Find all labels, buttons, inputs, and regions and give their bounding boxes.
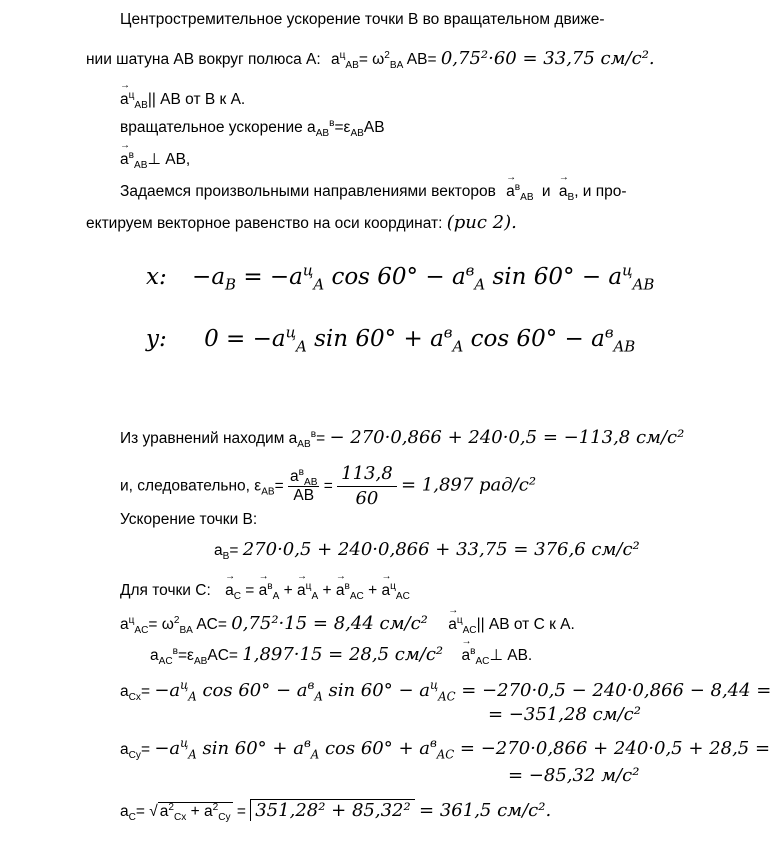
text-line-9 [120, 462, 536, 511]
subscript: AC [349, 591, 364, 603]
handwritten-equation [154, 678, 771, 704]
subscript: A [313, 275, 325, 294]
text: = [274, 477, 284, 495]
vector-symbol: → a [297, 581, 306, 601]
superscript: в [307, 678, 315, 692]
subscript: Cy [218, 812, 231, 824]
numerator [288, 468, 319, 487]
text: = [140, 683, 150, 700]
text: AB= [403, 51, 437, 68]
subscript: AB [632, 275, 655, 294]
text: и, следовательно, ε [120, 477, 262, 495]
text: + [318, 582, 336, 599]
sqrt-radicand [158, 801, 233, 824]
text: вращательное ускорение a [120, 119, 316, 136]
superscript: в [172, 645, 178, 657]
vector-symbol: → a [120, 90, 129, 110]
text-line-15 [120, 678, 771, 705]
denominator: 60 [355, 488, 379, 509]
text: и [541, 183, 551, 200]
subscript: C [128, 812, 136, 824]
subscript: AB [134, 100, 148, 112]
superscript: 2 [168, 801, 175, 813]
superscript: в [298, 466, 304, 478]
superscript: ц [128, 614, 135, 626]
symbol: a [120, 616, 129, 633]
text: sin 60° + a [196, 738, 304, 759]
superscript: ц [305, 580, 312, 592]
handwritten-note: (рис 2). [446, 212, 517, 233]
symbol: a [214, 542, 223, 559]
text-line-3 [120, 90, 245, 110]
symbol: a [290, 468, 299, 485]
text: = [140, 741, 150, 758]
subscript: Cy [128, 750, 141, 762]
text-line-11 [214, 540, 640, 561]
text: −a [192, 264, 226, 290]
subscript: A [311, 591, 319, 603]
text: Для точки С: [120, 582, 211, 599]
handwritten-result: = −85,32 м/с² [508, 765, 640, 786]
subscript: B [225, 275, 237, 294]
subscript: AB [345, 60, 359, 72]
subscript: BA [179, 625, 193, 637]
handwritten-equation-y [146, 322, 635, 356]
text: ⊥ АВ, [147, 151, 191, 168]
subscript: B [222, 551, 230, 563]
equation [204, 323, 636, 356]
superscript: 2 [173, 614, 180, 626]
text: = [316, 430, 326, 447]
subscript: AC [462, 625, 477, 637]
fraction [288, 468, 319, 505]
subscript: AC [438, 689, 456, 704]
superscript: в [310, 428, 317, 440]
subscript: A [188, 689, 197, 704]
subscript: AC [134, 625, 149, 637]
text: =ε [334, 119, 351, 136]
subscript: AB [261, 486, 275, 498]
symbol: a [120, 683, 129, 700]
axis-label: x: [146, 264, 167, 290]
subscript: A [272, 591, 280, 603]
formula [331, 49, 441, 72]
text-line-4 [120, 118, 385, 138]
symbol: a [331, 51, 340, 68]
vector-symbol: → a [559, 182, 568, 202]
text-line-1 [120, 10, 604, 30]
handwritten-equation [154, 736, 771, 762]
text: cos 60° − a [196, 680, 308, 701]
text: нии шатуна АВ вокруг полюса А: [86, 51, 321, 68]
symbol: a [120, 803, 129, 820]
text: = −a [236, 264, 303, 290]
text-line-2 [86, 49, 655, 70]
relation [448, 614, 575, 637]
text: sin 60° + a [306, 326, 444, 352]
subscript: A [296, 337, 307, 356]
relation [461, 645, 533, 668]
handwritten-sqrt [250, 799, 414, 821]
subscript: AB [193, 656, 208, 668]
subscript: C [233, 591, 241, 603]
text: Из уравнений находим a [120, 430, 298, 447]
handwritten-result: 0,75²·15 = 8,44 см/с² [231, 613, 428, 634]
text: || АВ от В к А. [147, 91, 246, 108]
subscript: AB [520, 192, 534, 204]
vector-symbol: → a [506, 182, 515, 202]
superscript: ц [285, 323, 297, 342]
text: = [323, 477, 333, 495]
text: = [241, 582, 259, 599]
subscript: AC [395, 591, 410, 603]
text: , и про- [574, 183, 627, 200]
text: =ε [177, 647, 194, 664]
numerator: 113,8 [337, 462, 397, 487]
subscript: AB [304, 477, 318, 489]
axis-label: y: [146, 326, 167, 352]
text: = −270·0,866 + 240·0,5 + 28,5 = [454, 738, 771, 759]
text-line-16 [120, 736, 770, 763]
superscript: в [443, 323, 453, 342]
vector-symbol: → a [336, 581, 345, 601]
handwritten-result: = −351,28 см/с² [488, 704, 641, 725]
superscript: в [344, 580, 350, 592]
vector-equation [225, 580, 410, 603]
text: = [229, 542, 239, 559]
subscript: Cx [174, 812, 187, 824]
handwritten-equation-x [146, 260, 654, 294]
text: cos 60° + a [319, 738, 430, 759]
text: + [363, 582, 382, 599]
superscript: в [514, 181, 521, 193]
text-line-7 [86, 213, 517, 234]
text: ектируем векторное равенство на оси координат: [86, 215, 443, 232]
text-line-13 [120, 614, 575, 635]
superscript: в [470, 645, 476, 657]
text: + [186, 803, 205, 820]
text: || АВ от С к А. [476, 616, 575, 633]
vector-symbol: → a [448, 615, 457, 635]
subscript: A [310, 747, 320, 762]
text: Центростремительное ускорение точки В во вращательном движе- [120, 11, 605, 28]
text-line-8 [120, 428, 684, 449]
text: = ω [148, 616, 174, 633]
subscript: AB [297, 439, 311, 451]
text: sin 60° − a [322, 680, 430, 701]
vector-symbol: → a [461, 646, 470, 666]
symbol: a [204, 803, 213, 820]
superscript: 2 [212, 801, 219, 813]
sqrt-sign: √ [149, 803, 158, 820]
subscript: AC [436, 747, 455, 762]
subscript: AB [133, 160, 148, 172]
text: −a [154, 738, 181, 759]
text: Ускорение точки В: [120, 511, 258, 528]
text: cos 60° − a [463, 326, 605, 352]
superscript: в [329, 117, 335, 129]
symbol: a [159, 803, 169, 820]
subscript: A [314, 689, 323, 704]
text: + [279, 582, 298, 599]
symbol: a [150, 647, 159, 664]
text-line-12 [120, 581, 410, 601]
superscript: ц [180, 678, 189, 692]
text: ⊥ АВ. [489, 647, 533, 664]
text-line-14 [150, 645, 532, 666]
text: AC= [207, 647, 238, 664]
vector-symbol: → a [259, 581, 268, 601]
text: = [232, 803, 246, 820]
handwritten-continuation-1 [488, 705, 641, 725]
superscript: в [604, 323, 614, 342]
text: = ω [358, 51, 385, 68]
superscript: в [429, 736, 437, 750]
symbol: a [120, 741, 129, 758]
sqrt-radicand: 351,28² + 85,32² [250, 799, 414, 821]
text: Задаемся произвольными направлениями векторов [120, 183, 496, 200]
superscript: ц [390, 580, 396, 592]
denominator: AB [293, 487, 315, 504]
text: AB [363, 119, 385, 136]
subscript: BA [389, 60, 404, 72]
superscript: 2 [384, 49, 390, 61]
subscript: AB [350, 128, 364, 140]
text-line-17 [120, 796, 551, 827]
superscript: в [303, 736, 311, 750]
text-line-10 [120, 510, 257, 530]
text: = −270·0,5 − 240·0,866 − 8,44 = [455, 680, 771, 701]
subscript: B [567, 192, 575, 204]
superscript: ц [622, 261, 633, 280]
text: −a [154, 680, 181, 701]
subscript: A [474, 275, 486, 294]
subscript: AB [613, 337, 636, 356]
text: 0 = −a [204, 326, 286, 352]
subscript: Cx [128, 692, 141, 704]
superscript: ц [128, 89, 135, 101]
handwritten-fraction [337, 462, 397, 511]
handwritten-result: = 1,897 рад/с² [400, 474, 537, 496]
superscript: ц [429, 678, 439, 692]
text: = [135, 803, 145, 820]
handwritten-result: 1,897·15 = 28,5 см/с² [242, 644, 444, 665]
vector-symbol: → a [381, 581, 390, 601]
superscript: в [128, 149, 134, 161]
superscript: ц [180, 736, 189, 750]
text-line-6 [120, 182, 627, 202]
handwritten-result: 270·0,5 + 240·0,866 + 33,75 = 376,6 см/с² [242, 539, 640, 560]
text: cos 60° − a [324, 264, 466, 290]
text: sin 60° − a [485, 264, 623, 290]
handwritten-continuation-2 [508, 766, 639, 786]
superscript: в [267, 580, 273, 592]
superscript: ц [302, 261, 314, 280]
vector-symbol: → a [225, 581, 234, 601]
handwritten-result: 0,75²·60 = 33,75 см/с². [440, 48, 655, 69]
subscript: A [452, 337, 464, 356]
subscript: AC [475, 656, 490, 668]
subscript: A [188, 747, 197, 762]
superscript: ц [456, 614, 463, 626]
handwritten-result: = 361,5 см/с². [419, 800, 552, 821]
subscript: AC [158, 656, 173, 668]
equation [192, 261, 655, 294]
subscript: AB [315, 128, 330, 140]
text: AC= [192, 616, 227, 633]
superscript: в [465, 261, 475, 280]
text-line-5 [120, 150, 190, 170]
vector-symbol: → a [120, 150, 129, 170]
superscript: ц [339, 49, 346, 61]
handwritten-result: − 270·0,866 + 240·0,5 = −113,8 см/с² [329, 427, 685, 448]
